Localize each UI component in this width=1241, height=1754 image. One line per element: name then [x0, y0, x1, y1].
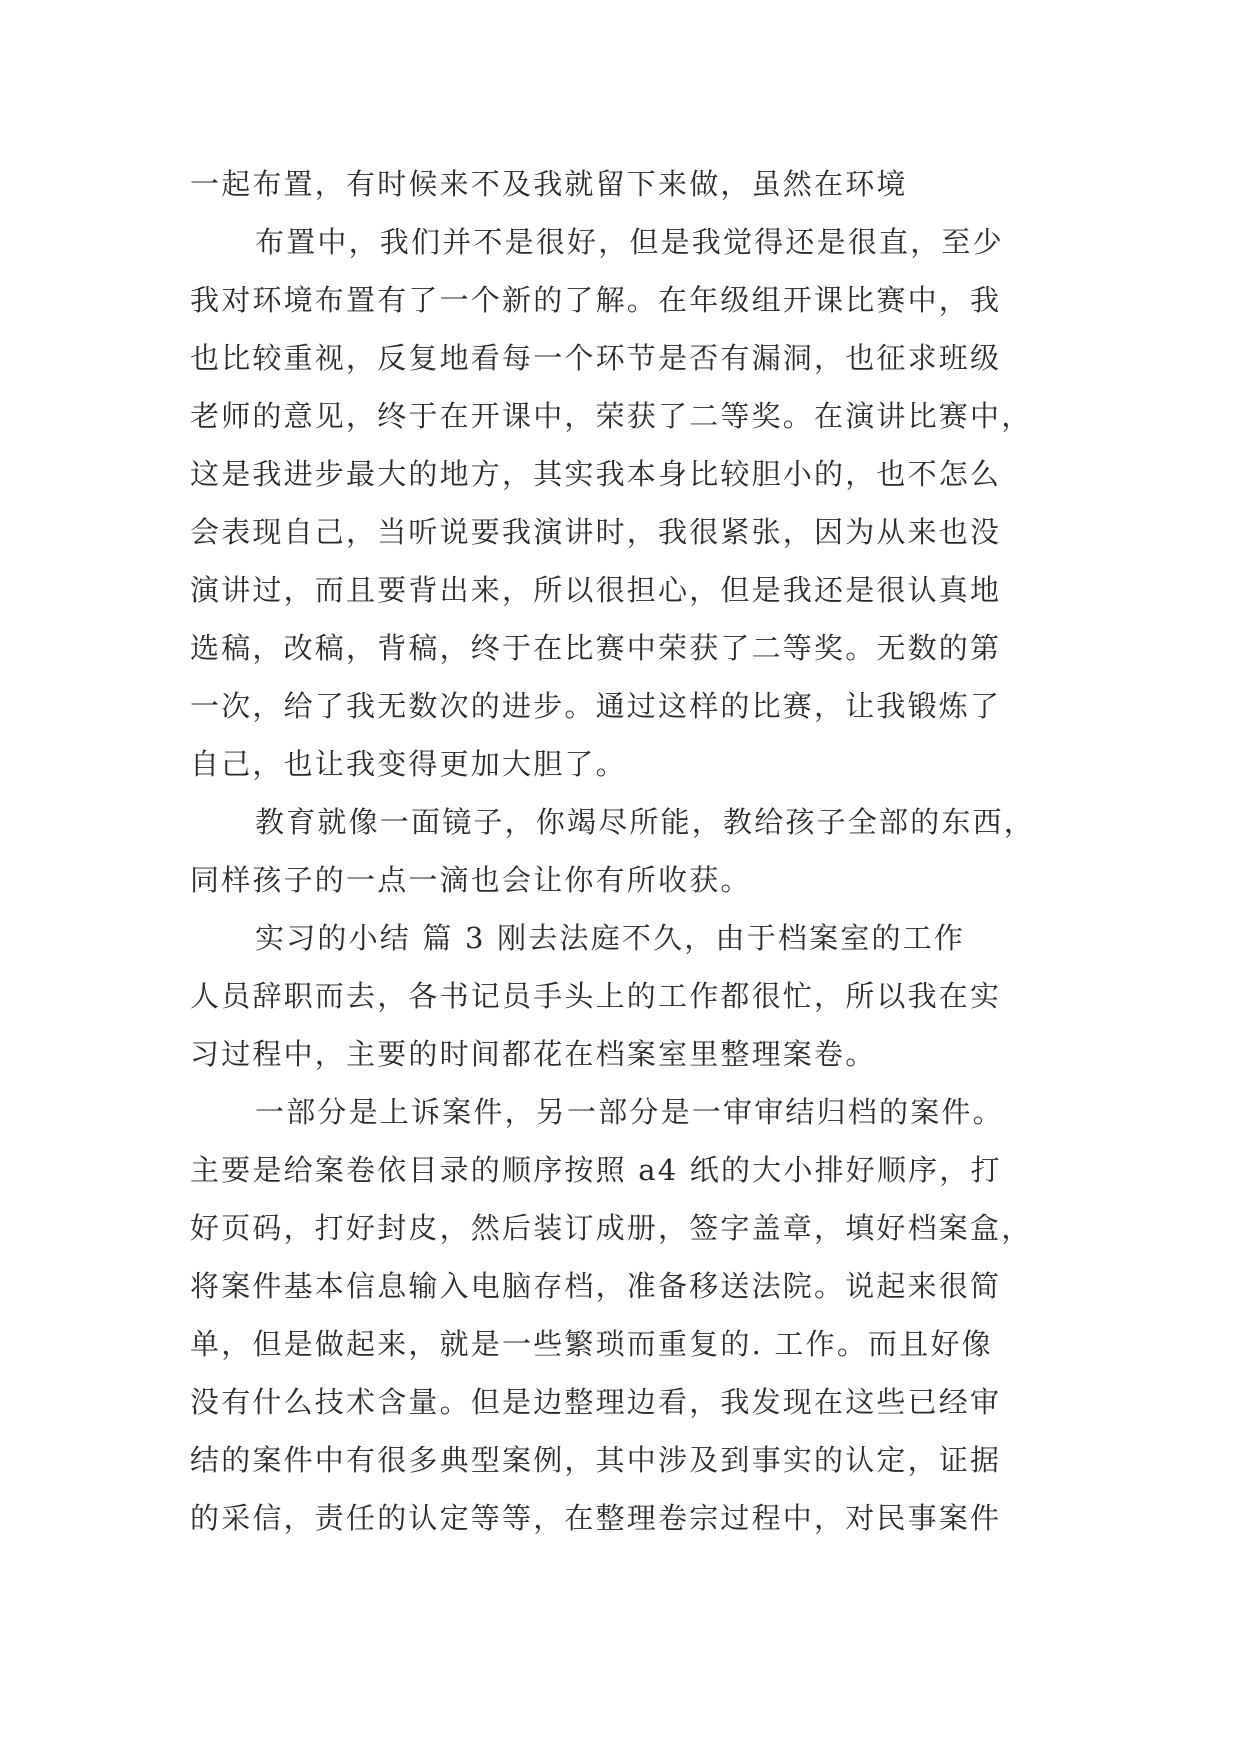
text-line: 教育就像一面镜子，你竭尽所能，教给孩子全部的东西， [255, 805, 1036, 839]
text-line: 主要是给案卷依目录的顺序按照 a4 纸的大小排好顺序，打 [190, 1153, 1002, 1187]
text-line: 老师的意见，终于在开课中，荣获了二等奖。在演讲比赛中， [190, 399, 1033, 433]
text-line: 单，但是做起来，就是一些繁琐而重复的. 工作。而且好像 [190, 1327, 993, 1361]
text-line: 好页码，打好封皮，然后装订成册，签字盖章，填好档案盒， [190, 1211, 1033, 1245]
text-line: 布置中，我们并不是很好，但是我觉得还是很直，至少 [255, 225, 1004, 259]
text-line: 一部分是上诉案件，另一部分是一审审结归档的案件。 [255, 1095, 1004, 1129]
text-line: 结的案件中有很多典型案例，其中涉及到事实的认定，证据 [190, 1443, 1002, 1477]
text-line: 人员辞职而去，各书记员手头上的工作都很忙，所以我在实 [190, 979, 1002, 1013]
text-line: 演讲过，而且要背出来，所以很担心，但是我还是很认真地 [190, 573, 1002, 607]
text-line: 一次，给了我无数次的进步。通过这样的比赛，让我锻炼了 [190, 689, 1002, 723]
text-line: 选稿，改稿，背稿，终于在比赛中荣获了二等奖。无数的第 [190, 631, 1002, 665]
text-line: 也比较重视，反复地看每一个环节是否有漏洞，也征求班级 [190, 341, 1002, 375]
section-heading-line: 实习的小结 篇 3 刚去法庭不久，由于档案室的工作 [255, 921, 966, 955]
text-line: 同样孩子的一点一滴也会让你有所收获。 [190, 863, 752, 897]
text-line: 没有什么技术含量。但是边整理边看，我发现在这些已经审 [190, 1385, 1002, 1419]
text-line: 我对环境布置有了一个新的了解。在年级组开课比赛中，我 [190, 283, 1002, 317]
text-line: 的采信，责任的认定等等，在整理卷宗过程中，对民事案件 [190, 1501, 1002, 1535]
text-line: 自己，也让我变得更加大胆了。 [190, 747, 627, 781]
text-line: 一起布置，有时候来不及我就留下来做，虽然在环境 [190, 167, 908, 201]
text-line: 会表现自己，当听说要我演讲时，我很紧张，因为从来也没 [190, 515, 1002, 549]
text-line: 习过程中，主要的时间都花在档案室里整理案卷。 [190, 1037, 877, 1071]
text-line: 将案件基本信息输入电脑存档，准备移送法院。说起来很简 [190, 1269, 1002, 1303]
text-line: 这是我进步最大的地方，其实我本身比较胆小的，也不怎么 [190, 457, 1002, 491]
